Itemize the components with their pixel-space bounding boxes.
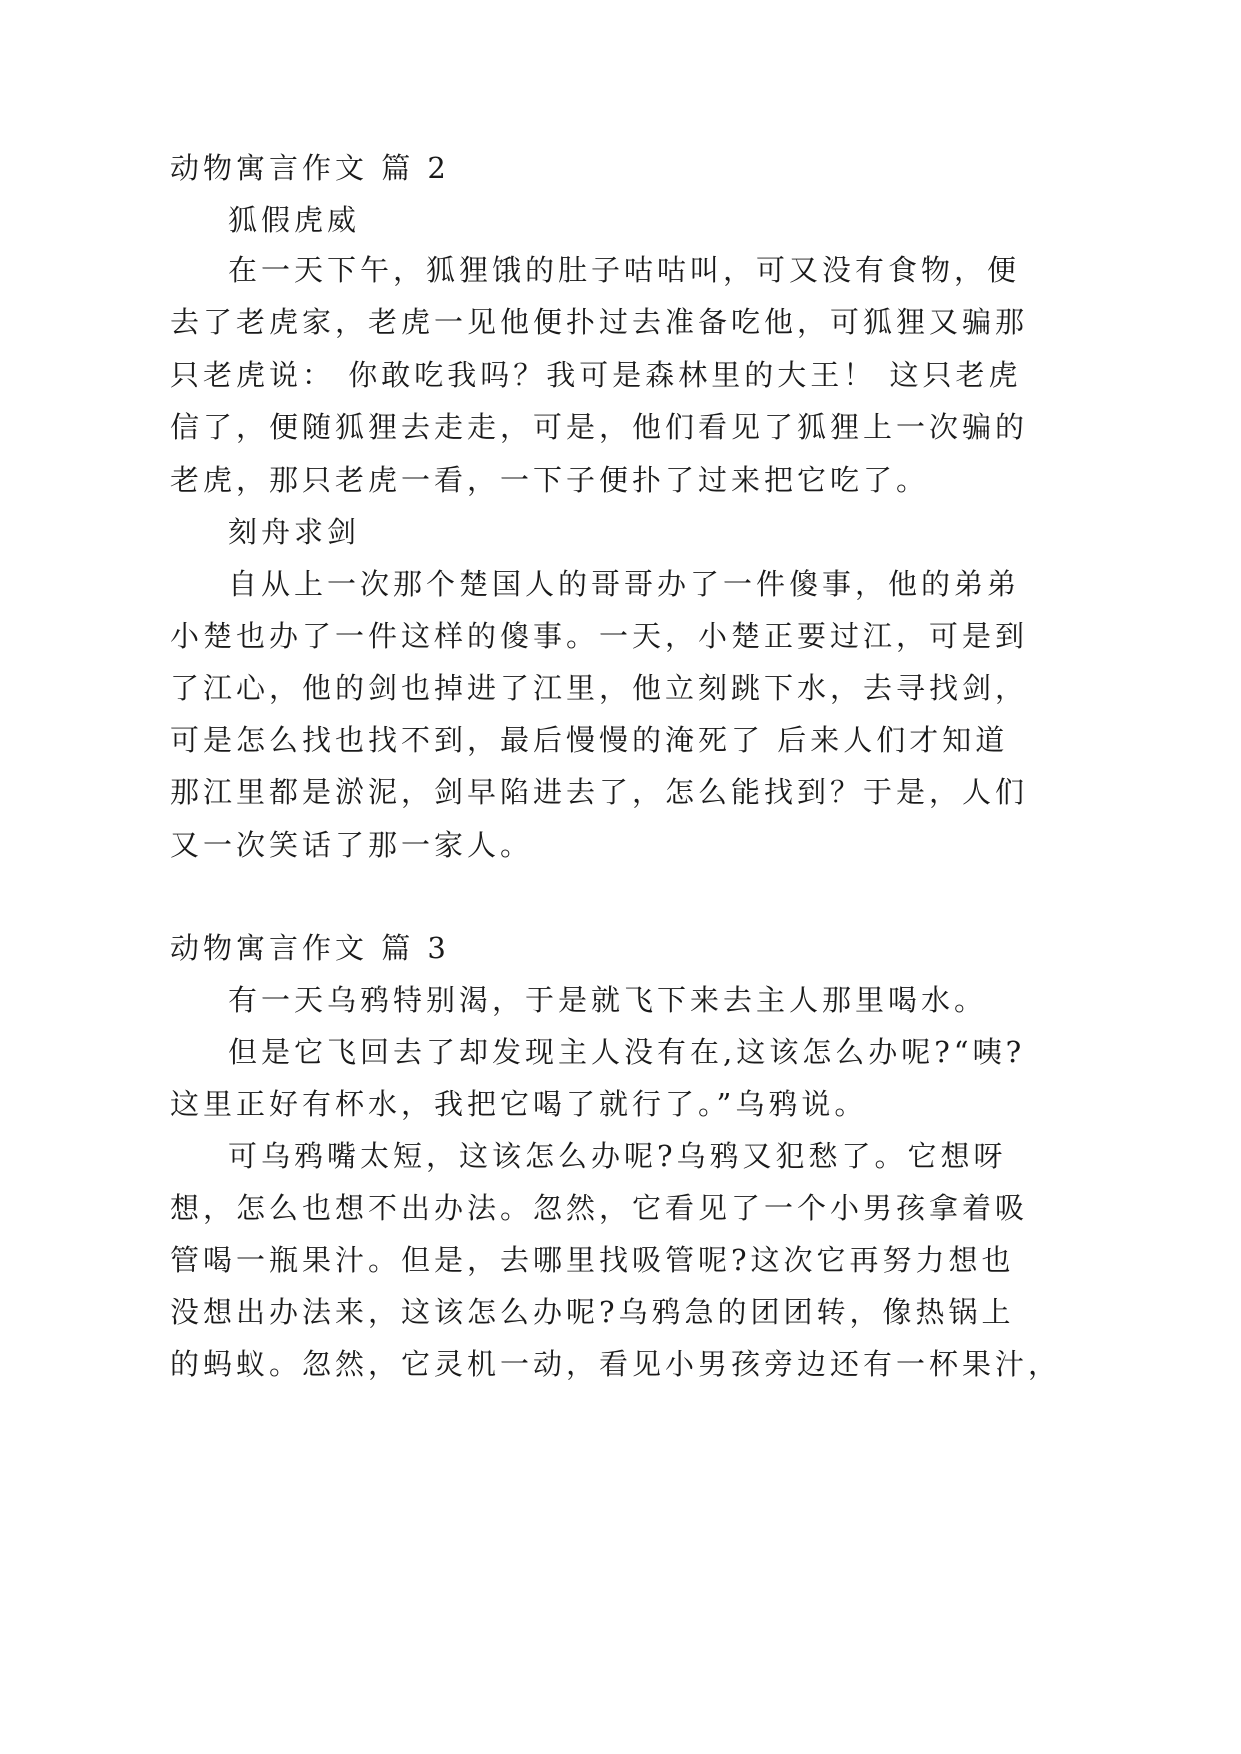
paragraph-line: 管喝一瓶果汁。但是，去哪里找吸管呢?这次它再努力想也	[170, 1243, 1015, 1277]
story-title: 狐假虎威	[228, 203, 361, 237]
paragraph-line: 可乌鸦嘴太短，这该怎么办呢?乌鸦又犯愁了。它想呀	[228, 1139, 1007, 1173]
paragraph-line: 了江心，他的剑也掉进了江里，他立刻跳下水，去寻找剑，	[170, 671, 1029, 705]
section-heading: 动物寓言作文 篇 3	[170, 931, 450, 965]
paragraph-line: 没想出办法来，这该怎么办呢?乌鸦急的团团转，像热锅上	[170, 1295, 1015, 1329]
paragraph-line: 自从上一次那个楚国人的哥哥办了一件傻事，他的弟弟	[228, 567, 1021, 601]
paragraph-line: 又一次笑话了那一家人。	[170, 828, 534, 862]
paragraph-line: 小楚也办了一件这样的傻事。一天，小楚正要过江，可是到	[170, 619, 1029, 653]
paragraph-line: 去了老虎家，老虎一见他便扑过去准备吃他，可狐狸又骗那	[170, 305, 1029, 339]
paragraph-line: 信了，便随狐狸去走走，可是，他们看见了狐狸上一次骗的	[170, 410, 1029, 444]
paragraph-line: 想，怎么也想不出办法。忽然，它看见了一个小男孩拿着吸	[170, 1191, 1029, 1225]
paragraph-line: 可是怎么找也找不到，最后慢慢的淹死了 后来人们才知道	[170, 723, 1009, 757]
paragraph-line: 那江里都是淤泥，剑早陷进去了，怎么能找到？于是，人们	[170, 775, 1029, 809]
paragraph-line: 这里正好有杯水，我把它喝了就行了。”乌鸦说。	[170, 1087, 868, 1121]
paragraph-line: 有一天乌鸦特别渴，于是就飞下来去主人那里喝水。	[228, 983, 988, 1017]
paragraph-line: 在一天下午，狐狸饿的肚子咕咕叫，可又没有食物，便	[228, 253, 1021, 287]
paragraph-line: 但是它飞回去了却发现主人没有在,这该怎么办呢?“咦?	[228, 1035, 1026, 1069]
section-heading: 动物寓言作文 篇 2	[170, 151, 450, 185]
paragraph-line: 的蚂蚁。忽然，它灵机一动，看见小男孩旁边还有一杯果汁，	[170, 1347, 1062, 1381]
story-title: 刻舟求剑	[228, 515, 361, 549]
paragraph-line: 老虎，那只老虎一看，一下子便扑了过来把它吃了。	[170, 463, 930, 497]
paragraph-line: 只老虎说： 你敢吃我吗？我可是森林里的大王！ 这只老虎	[170, 358, 1022, 392]
